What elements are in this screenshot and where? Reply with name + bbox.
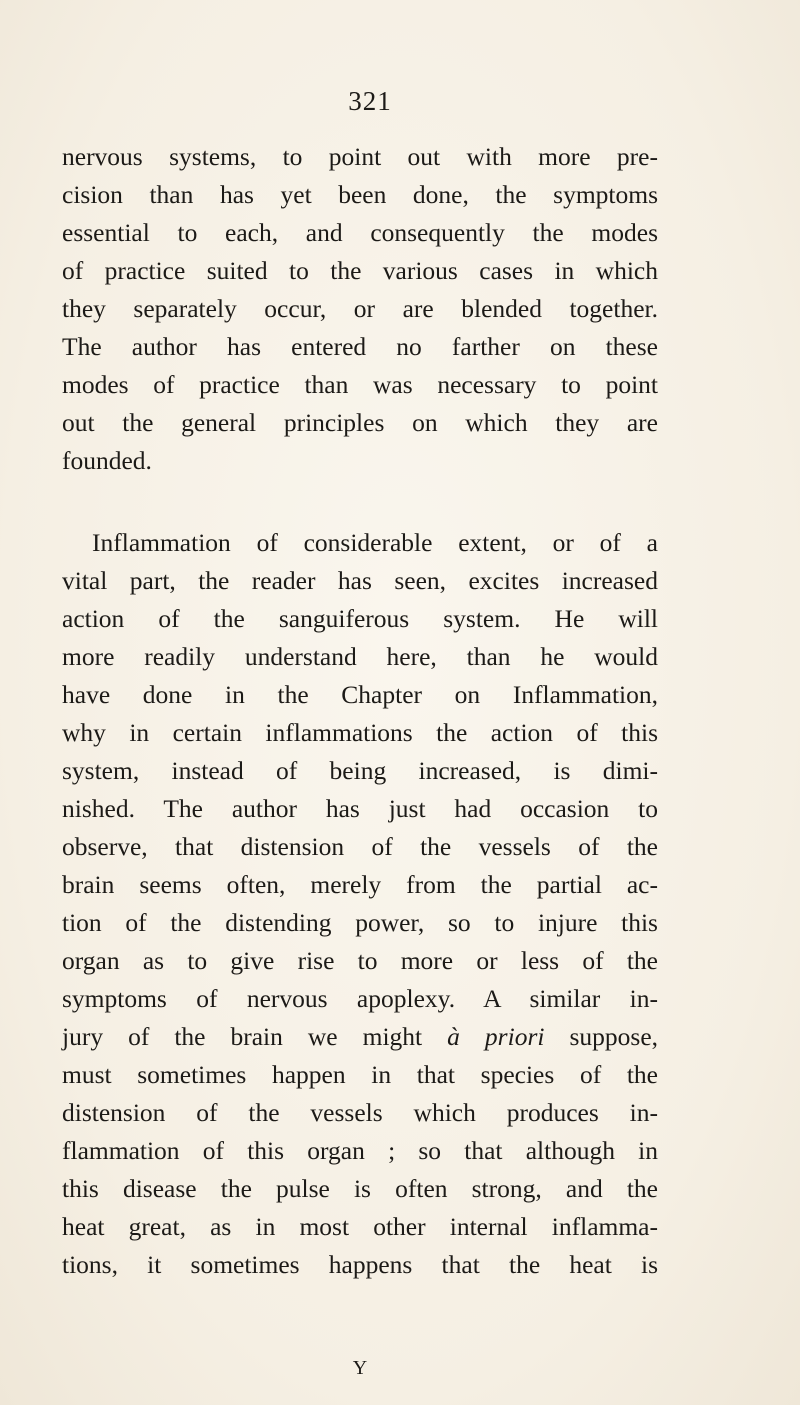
page-number: 321 <box>348 86 392 116</box>
text-line-with-italic <box>62 1018 658 1056</box>
text-line: out the general principles on which they are <box>62 408 658 437</box>
text-line: system, instead of being increased, is dimi- <box>62 756 658 785</box>
text-line: more readily understand here, than he would <box>62 642 658 671</box>
paragraph-2 <box>62 524 658 1284</box>
text-line: distension of the vessels which produces in- <box>62 1098 658 1127</box>
signature-mark: Y <box>352 1357 368 1379</box>
paragraph-1 <box>62 138 658 480</box>
text-segment: suppose, <box>569 1022 659 1051</box>
text-line: tion of the distending power, so to injure this <box>62 908 658 937</box>
text-line: nished. The author has just had occasion to <box>62 794 658 823</box>
text-line: flammation of this organ ; so that although in <box>62 1136 658 1165</box>
text-line: why in certain inflammations the action of this <box>62 718 658 747</box>
text-line: observe, that distension of the vessels of the <box>62 832 658 861</box>
text-line: organ as to give rise to more or less of the <box>62 946 658 975</box>
text-line: they separately occur, or are blended together. <box>62 294 658 323</box>
text-line: vital part, the reader has seen, excites increased <box>62 566 658 595</box>
text-line: The author has entered no farther on these <box>62 332 658 361</box>
text-line: have done in the Chapter on Inflammation, <box>62 680 658 709</box>
text-line: cision than has yet been done, the symptoms <box>62 180 658 209</box>
text-line: nervous systems, to point out with more pre- <box>62 142 658 171</box>
text-line: essential to each, and consequently the modes <box>62 218 658 247</box>
text-line: this disease the pulse is often strong, and the <box>62 1174 658 1203</box>
text-line: symptoms of nervous apoplexy. A similar in- <box>62 984 658 1013</box>
text-line: heat great, as in most other internal inflamma- <box>62 1212 658 1241</box>
text-line: tions, it sometimes happens that the heat is <box>62 1250 658 1279</box>
text-segment: jury of the brain we might <box>62 1022 423 1051</box>
italic-phrase: à priori <box>447 1022 545 1051</box>
text-line: must sometimes happen in that species of the <box>62 1060 658 1089</box>
text-line: founded. <box>62 446 152 475</box>
text-line: of practice suited to the various cases in which <box>62 256 658 285</box>
text-line: modes of practice than was necessary to point <box>62 370 658 399</box>
text-line: Inflammation of considerable extent, or of a <box>92 528 658 557</box>
text-line: action of the sanguiferous system. He will <box>62 604 658 633</box>
text-line: brain seems often, merely from the partial ac- <box>62 870 658 899</box>
